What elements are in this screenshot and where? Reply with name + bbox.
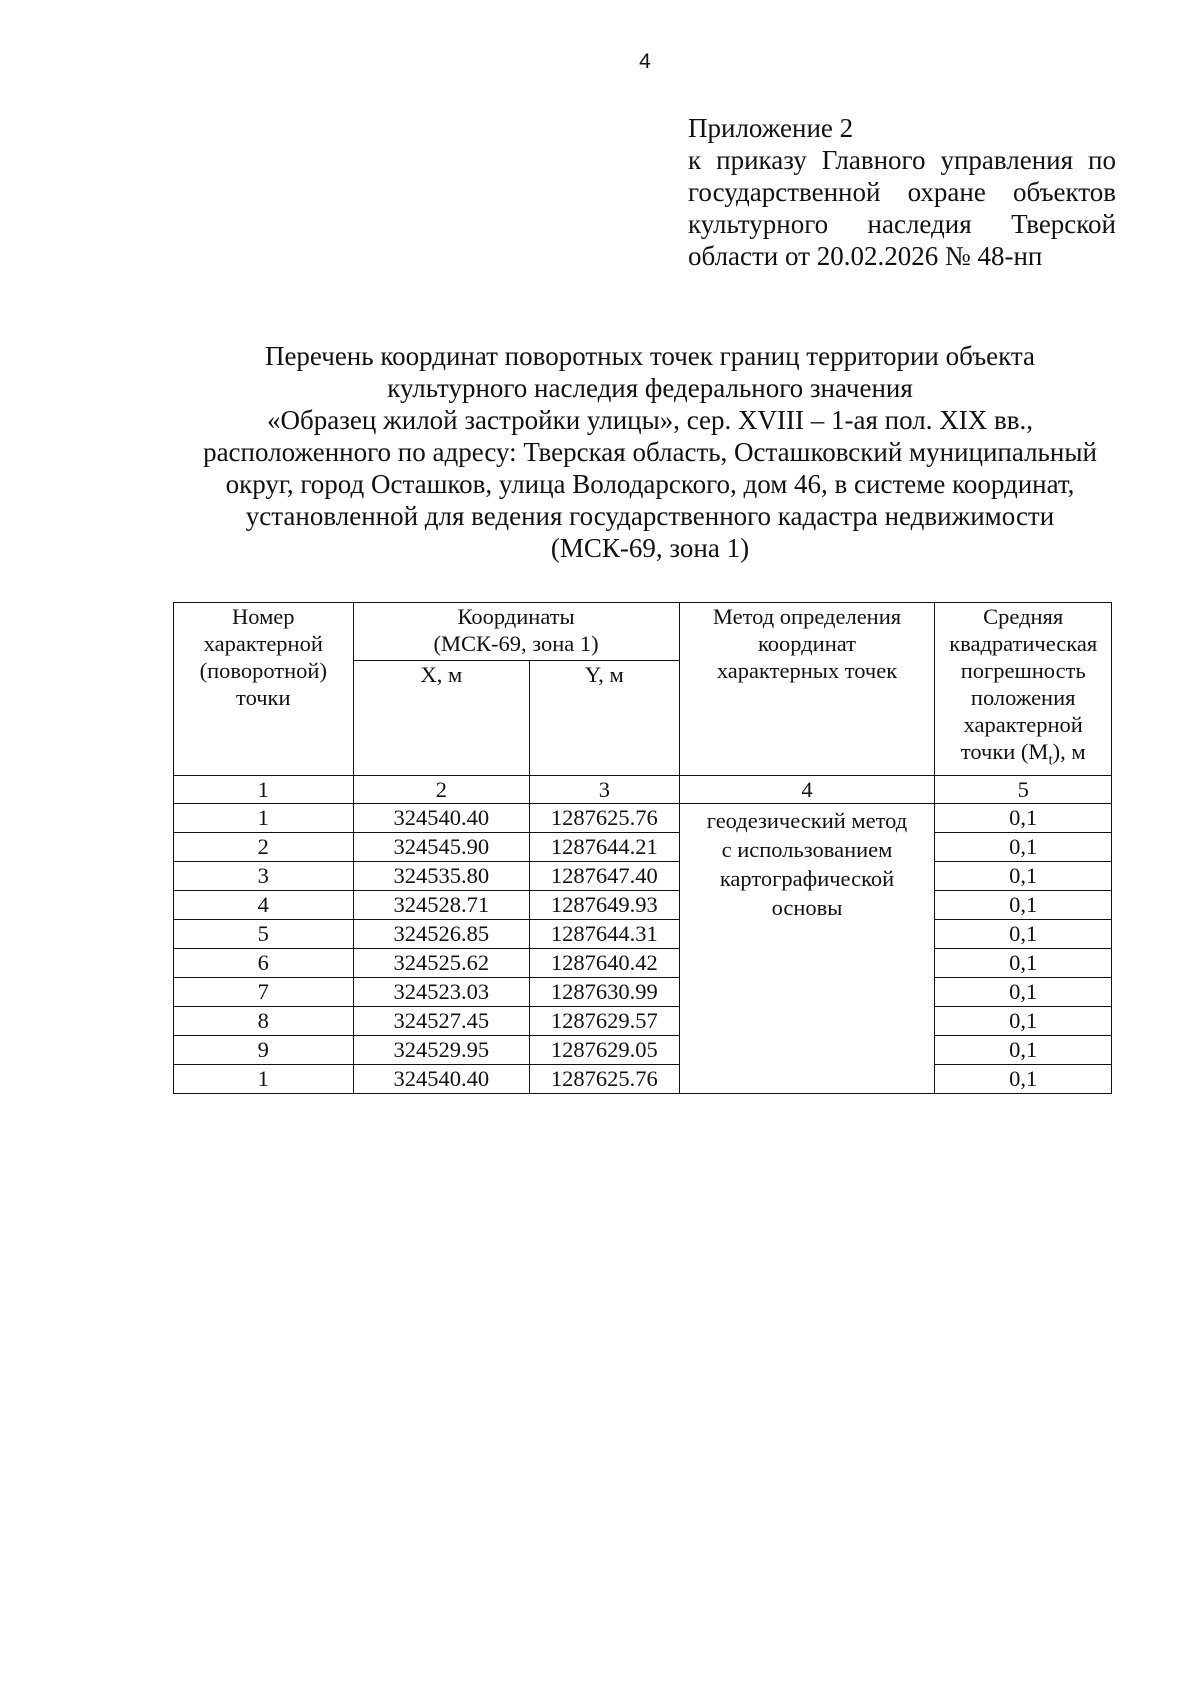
cell-error: 0,1	[935, 1006, 1112, 1035]
document-title	[160, 340, 1140, 564]
table-row	[174, 861, 1112, 890]
cell-error: 0,1	[935, 832, 1112, 861]
cell-error: 0,1	[935, 861, 1112, 890]
appendix-line: культурного наследия Тверской	[688, 209, 1116, 239]
table-row	[174, 919, 1112, 948]
table-row	[174, 1035, 1112, 1064]
cell-error: 0,1	[935, 1035, 1112, 1064]
header-y: Y, м	[530, 660, 679, 775]
cell-point-number: 7	[174, 977, 354, 1006]
header-coordinates: Координаты (МСК-69, зона 1)	[353, 603, 679, 661]
cell-error: 0,1	[935, 890, 1112, 919]
appendix-block	[688, 112, 1116, 272]
cell-x: 324529.95	[353, 1035, 530, 1064]
column-number: 4	[679, 775, 935, 803]
title-line: установленной для ведения государственного кадастра недвижимости	[245, 501, 1055, 531]
cell-point-number: 4	[174, 890, 354, 919]
column-number: 5	[935, 775, 1112, 803]
coordinates-table	[173, 602, 1112, 1094]
appendix-line: области от 20.02.2026 № 48-нп	[688, 241, 1043, 271]
cell-point-number: 3	[174, 861, 354, 890]
cell-y: 1287629.57	[530, 1006, 679, 1035]
cell-point-number: 8	[174, 1006, 354, 1035]
cell-y: 1287644.31	[530, 919, 679, 948]
title-line: Перечень координат поворотных точек границ территории объекта	[264, 341, 1036, 371]
header-error: Средняя квадратическая погрешность положения характерной точки $(M_t)$, м	[935, 603, 1112, 776]
cell-y: 1287625.76	[530, 803, 679, 832]
title-line: культурного наследия федерального значения	[387, 373, 913, 403]
appendix-line: Приложение 2	[688, 113, 854, 143]
cell-y: 1287644.21	[530, 832, 679, 861]
column-number: 3	[530, 775, 679, 803]
table-row	[174, 803, 1112, 832]
cell-y: 1287647.40	[530, 861, 679, 890]
table-row	[174, 977, 1112, 1006]
title-line: округ, город Осташков, улица Володарского, дом 46, в системе координат,	[225, 469, 1075, 499]
cell-error: 0,1	[935, 977, 1112, 1006]
cell-y: 1287630.99	[530, 977, 679, 1006]
header-x: X, м	[353, 660, 530, 775]
title-line: (МСК-69, зона 1)	[550, 533, 750, 563]
cell-y: 1287625.76	[530, 1064, 679, 1093]
cell-y: 1287649.93	[530, 890, 679, 919]
cell-x: 324525.62	[353, 948, 530, 977]
cell-x: 324527.45	[353, 1006, 530, 1035]
cell-error: 0,1	[935, 1064, 1112, 1093]
cell-point-number: 5	[174, 919, 354, 948]
cell-point-number: 2	[174, 832, 354, 861]
cell-x: 324523.03	[353, 977, 530, 1006]
cell-error: 0,1	[935, 803, 1112, 832]
header-point-number: Номер характерной (поворотной) точки	[174, 603, 354, 776]
cell-x: 324526.85	[353, 919, 530, 948]
table-row	[174, 890, 1112, 919]
table-row	[174, 1064, 1112, 1093]
title-line: расположенного по адресу: Тверская область, Осташковский муниципальный	[203, 437, 1097, 467]
cell-y: 1287629.05	[530, 1035, 679, 1064]
column-number: 2	[353, 775, 530, 803]
cell-x: 324540.40	[353, 1064, 530, 1093]
cell-point-number: 1	[174, 803, 354, 832]
appendix-line: к приказу Главного управления по	[688, 145, 1116, 175]
cell-x: 324528.71	[353, 890, 530, 919]
appendix-line: государственной охране объектов	[688, 177, 1116, 207]
page-number: 4	[639, 50, 651, 73]
column-number: 1	[174, 775, 354, 803]
cell-x: 324545.90	[353, 832, 530, 861]
cell-y: 1287640.42	[530, 948, 679, 977]
cell-point-number: 1	[174, 1064, 354, 1093]
header-method: Метод определения координат характерных точек	[679, 603, 935, 776]
table-row	[174, 948, 1112, 977]
cell-point-number: 6	[174, 948, 354, 977]
cell-x: 324540.40	[353, 803, 530, 832]
cell-error: 0,1	[935, 919, 1112, 948]
title-line: «Образец жилой застройки улицы», сер. XVIII – 1-ая пол. XIX вв.,	[267, 405, 1033, 435]
table-row	[174, 832, 1112, 861]
table-row	[174, 1006, 1112, 1035]
cell-point-number: 9	[174, 1035, 354, 1064]
cell-error: 0,1	[935, 948, 1112, 977]
cell-method: геодезический метод с использованием картографической основы	[679, 803, 935, 1093]
cell-x: 324535.80	[353, 861, 530, 890]
